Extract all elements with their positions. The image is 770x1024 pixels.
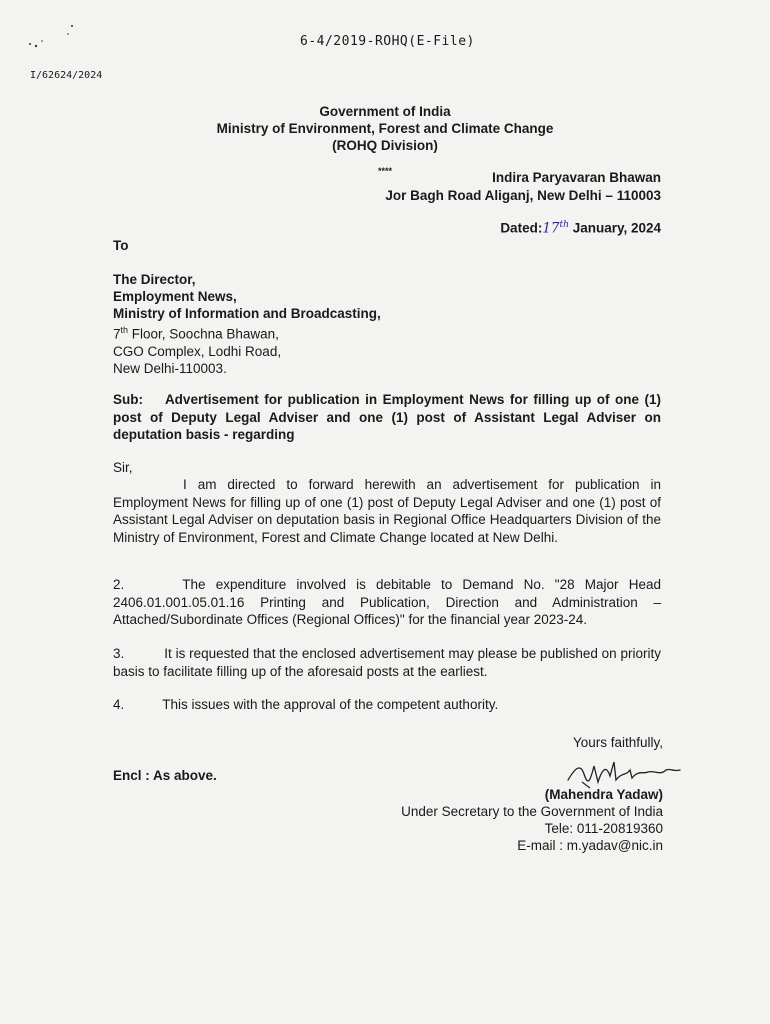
division-heading: (ROHQ Division) [332,138,438,153]
date-month-year: January, 2024 [568,220,661,236]
paragraph-3-number: 3. [113,646,125,661]
recipient-title: The Director, [113,272,196,287]
subject-label: Sub: [113,392,143,407]
signatory-name: (Mahendra Yadaw) [544,787,663,802]
paragraph-4-number: 4. [113,697,125,712]
yours-faithfully: Yours faithfully, [572,735,663,750]
paragraph-1: I am directed to forward herewith an advertisement for publication in Employment News for filling up of one (1) post of Deputy Legal Adviser and one (1) post of Assistant Legal Adviser on deputation basis in Regional Office Headquarters Division of the Ministry of Environment, Forest and Climate Change located at New Delhi. [113,477,661,545]
office-address: Jor Bagh Road Aliganj, New Delhi – 110003 [385,188,661,203]
separator-stars: **** [377,166,392,176]
office-building: Indira Paryavaran Bhawan [492,170,661,185]
signatory-phone: Tele: 011-20819360 [544,821,663,836]
enclosure-note: Encl : As above. [113,768,217,783]
date-label: Dated: [500,220,543,236]
signatory-details [401,786,663,854]
floor-number: 7 [113,326,121,342]
reference-number: I/62624/2024 [30,70,103,81]
recipient-city: New Delhi-110003. [113,360,227,376]
paragraph-3-text: It is requested that the enclosed advertisement may please be published on priority basis to facilitate filling up of the aforesaid posts at the earliest. [113,646,661,679]
paragraph-2-number: 2. [113,577,125,592]
recipient-org: Employment News, [113,289,237,304]
ministry-heading: Ministry of Environment, Forest and Climate Change [216,121,554,136]
government-heading: Government of India [319,104,451,119]
signatory-email: E-mail : m.yadav@nic.in [517,838,663,853]
floor-building: Floor, Soochna Bhawan, [128,326,279,342]
paragraph-3 [113,645,661,680]
recipient-floor [113,322,381,343]
file-number: 6-4/2019-ROHQ(E-File) [300,34,475,49]
paragraph-2 [113,576,661,629]
recipient-address [113,271,381,377]
recipient-ministry: Ministry of Information and Broadcasting, [113,306,381,321]
paragraph-4 [113,696,661,714]
to-label: To [113,238,129,253]
paragraph-4-text: This issues with the approval of the competent authority. [162,697,499,712]
floor-suffix: th [120,325,129,335]
date-day-handwritten: 17 [542,220,560,237]
paragraph-2-text: The expenditure involved is debitable to Demand No. "28 Major Head 2406.01.001.05.01.16 Printing and Publication, Direction and Administration – Attached/Subordinate Offices (Regional Offices)" for the financial year 2023-24. [113,577,661,627]
recipient-complex: CGO Complex, Lodhi Road, [113,343,282,359]
scan-specks [22,24,82,54]
signatory-designation: Under Secretary to the Government of India [401,804,663,819]
subject-text: Advertisement for publication in Employment News for filling up of one (1) post of Deputy Legal Adviser and one (1) post of Assistant Legal Adviser on deputation basis - regarding [113,392,661,442]
date-line [500,220,661,237]
subject-line [113,391,661,444]
salutation: Sir, [113,460,133,475]
date-day-suffix: th [559,220,569,230]
